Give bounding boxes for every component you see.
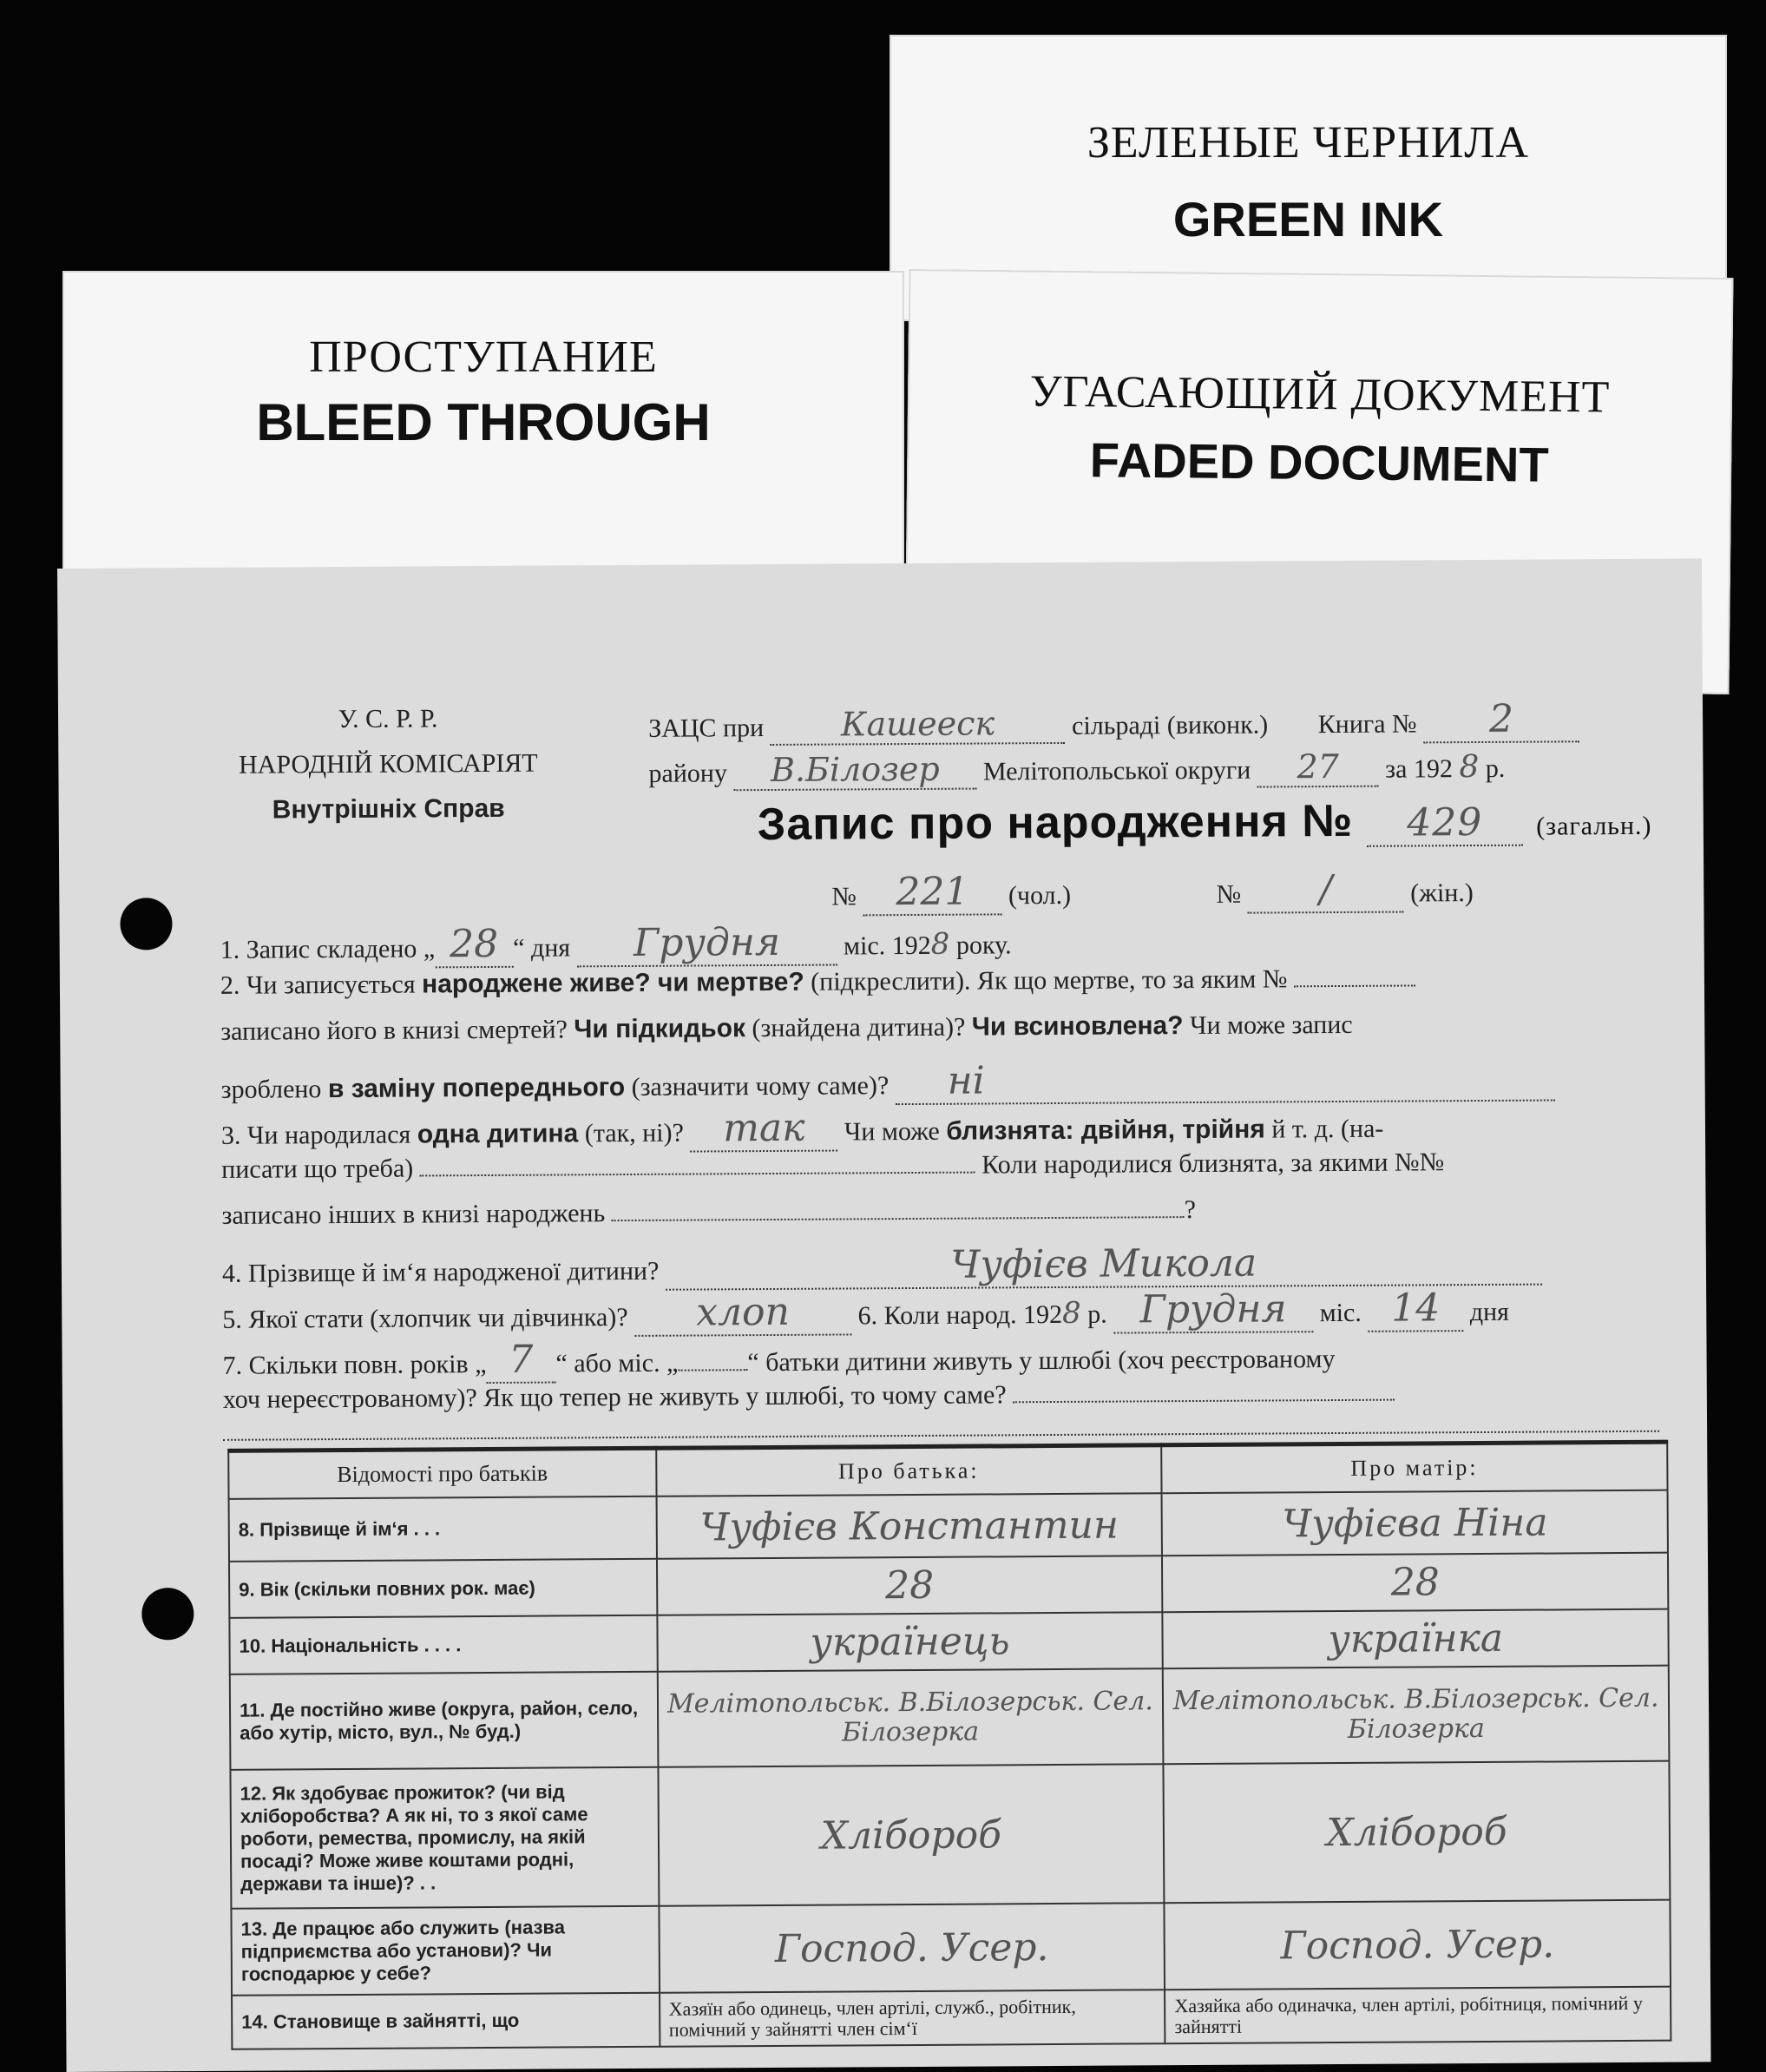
record-subnumbers bbox=[831, 866, 1474, 917]
l1-year: 8 bbox=[930, 926, 950, 962]
l3-e: близнята: двійня, трійня bbox=[946, 1115, 1265, 1146]
marriage-years: 7 bbox=[486, 1338, 555, 1384]
chol-number: 221 bbox=[863, 869, 1001, 916]
birth-day: 14 bbox=[1368, 1286, 1463, 1332]
mother-value: Хлібороб bbox=[1164, 1761, 1671, 1904]
line-2b bbox=[220, 1010, 1353, 1047]
line-3b bbox=[221, 1148, 1444, 1185]
l7-c: “ батьки дитини живуть у шлюбі (хоч реєстрованому bbox=[747, 1345, 1336, 1378]
bleed-through-ru: ПРОСТУПАНИЕ bbox=[309, 332, 658, 382]
faded-document-ru: УГАСАЮЩИЙ ДОКУМЕНТ bbox=[1029, 366, 1611, 423]
faded-document-en: FADED DOCUMENT bbox=[1089, 432, 1549, 492]
mother-value: Господ. Усер. bbox=[1165, 1900, 1671, 1990]
l5-e: дня bbox=[1469, 1297, 1510, 1327]
zags-handwritten: Кашееск bbox=[770, 704, 1065, 746]
l2-dots bbox=[1294, 984, 1415, 987]
row-label: 9. Вік (скільки повних рок. має) bbox=[229, 1559, 657, 1618]
l2-f: (знайдена дитина)? bbox=[752, 1012, 966, 1043]
l2-j: в заміну попереднього bbox=[327, 1073, 626, 1104]
green-ink-ru: ЗЕЛЕНЫЕ ЧЕРНИЛА bbox=[1087, 118, 1530, 168]
l3-g: писати що треба) bbox=[221, 1154, 414, 1184]
l1-c: міс. 192 bbox=[844, 931, 931, 961]
line-1 bbox=[220, 918, 1012, 970]
l5-b: 6. Коли народ. 192 bbox=[857, 1299, 1063, 1331]
l3-i: записано інших в книзі народжень bbox=[221, 1199, 606, 1230]
l2-k: (зазначити чому саме)? bbox=[631, 1071, 890, 1102]
record-number: 429 bbox=[1367, 800, 1523, 847]
l7-b: “ або міс. „ bbox=[555, 1348, 679, 1378]
org-line-1: У. С. Р. Р. bbox=[338, 704, 438, 734]
l2-answer: ні bbox=[896, 1055, 1555, 1105]
line-2 bbox=[220, 964, 1415, 1000]
l3-b: одна дитина bbox=[417, 1119, 579, 1149]
l5-d: міс. bbox=[1319, 1298, 1362, 1328]
l1-b: “ дня bbox=[513, 933, 571, 963]
bleed-through-en: BLEED THROUGH bbox=[256, 393, 711, 451]
zhin-label: (жін.) bbox=[1410, 878, 1474, 908]
l2-d: записано його в книзі смертей? bbox=[220, 1015, 568, 1046]
child-name: Чуфієв Микола bbox=[666, 1240, 1542, 1291]
l1-day: 28 bbox=[435, 922, 513, 969]
zhin-number: / bbox=[1248, 867, 1404, 914]
col-header-mother: Про матір: bbox=[1161, 1442, 1667, 1493]
l2-i: зроблено bbox=[220, 1075, 322, 1104]
row-label: 8. Прізвище й ім‘я . . . bbox=[229, 1496, 657, 1562]
l3-f: й т. д. (на- bbox=[1271, 1114, 1384, 1144]
l2-c: (підкреслити). Як що мертве, то за яким № bbox=[811, 964, 1288, 997]
father-value: 28 bbox=[657, 1556, 1163, 1615]
father-value: Господ. Усер. bbox=[659, 1903, 1165, 1993]
issuing-authority bbox=[206, 695, 571, 833]
row-label: 14. Становище в зайнятті, що bbox=[232, 1993, 660, 2049]
l5-a: 5. Якої стати (хлопчик чи дівчинка)? bbox=[222, 1302, 628, 1334]
za-label: за 192 bbox=[1385, 754, 1454, 784]
raion-prefix: району bbox=[648, 759, 727, 788]
col-header-info: Відомості про батьків bbox=[228, 1448, 656, 1499]
l7-d: хоч нереєстрованому)? Як що тепер не живуть у шлюбі, то чому саме? bbox=[222, 1380, 1007, 1414]
l1-a: 1. Запис складено „ bbox=[220, 934, 436, 964]
l7-dots-2 bbox=[223, 1431, 1659, 1441]
mother-value: Мелітопольськ. В.Білозерськ. Сел. Білозерка bbox=[1163, 1666, 1669, 1765]
l1-month: Грудня bbox=[576, 920, 837, 968]
l3-dots-2 bbox=[612, 1216, 1185, 1221]
green-ink-en: GREEN INK bbox=[1172, 192, 1444, 247]
okruga-label: Мелітопольської округи bbox=[982, 755, 1251, 786]
table-row bbox=[231, 1900, 1671, 1996]
line-3c bbox=[221, 1195, 1196, 1231]
table-row bbox=[229, 1609, 1668, 1674]
l2-g: Чи всиновлена? bbox=[971, 1011, 1184, 1042]
table-row bbox=[230, 1666, 1670, 1770]
father-value: Чуфієв Константин bbox=[656, 1493, 1162, 1559]
record-title bbox=[758, 793, 1652, 851]
row-label: 11. Де постійно живе (округа, район, село, або хутір, місто, вул., № буд.) bbox=[230, 1672, 658, 1770]
l3-d: Чи може bbox=[844, 1116, 940, 1147]
marriage-months bbox=[678, 1369, 747, 1371]
org-line-2: НАРОДНІЙ КОМІСАРІЯТ bbox=[238, 748, 538, 779]
year-handwritten: 27 bbox=[1257, 747, 1379, 788]
row-label: 13. Де працює або служить (назва підприємства або установи)? Чи господарює у себе? bbox=[231, 1906, 659, 1996]
raion-line bbox=[648, 747, 1505, 792]
no-label-1: № bbox=[831, 882, 857, 911]
table-header-row bbox=[228, 1442, 1667, 1499]
l5-year: 8 bbox=[1061, 1295, 1081, 1331]
year-digit: 8 bbox=[1459, 748, 1480, 786]
line-5 bbox=[222, 1286, 1509, 1339]
l7-a: 7. Скільки повн. років „ bbox=[222, 1349, 487, 1380]
zagaln-label: (загальн.) bbox=[1536, 811, 1652, 841]
l2-a: 2. Чи записується bbox=[220, 970, 416, 1000]
line-4 bbox=[222, 1240, 1542, 1293]
record-title-text: Запис про народження № bbox=[757, 795, 1354, 851]
father-value: Мелітопольськ. В.Білозерськ. Сел. Білозерка bbox=[657, 1668, 1163, 1767]
l3-j: ? bbox=[1184, 1194, 1197, 1225]
line-7 bbox=[222, 1332, 1335, 1385]
l2-e: Чи підкидьок bbox=[574, 1014, 746, 1044]
parents-info-table bbox=[227, 1440, 1671, 2050]
father-value: Хлібороб bbox=[658, 1764, 1165, 1906]
col-header-father: Про батька: bbox=[656, 1445, 1162, 1496]
line-3 bbox=[221, 1102, 1384, 1155]
row-label: 10. Національність . . . . bbox=[229, 1615, 657, 1674]
line-7b bbox=[223, 1378, 1395, 1415]
l4-a: 4. Прізвище й ім‘я народженої дитини? bbox=[221, 1256, 660, 1288]
father-value: українець bbox=[657, 1612, 1163, 1672]
l3-h: Коли народилися близнята, за якими №№ bbox=[981, 1148, 1445, 1180]
child-sex: хлоп bbox=[634, 1289, 851, 1337]
table-row bbox=[232, 1987, 1671, 2049]
l1-d: року. bbox=[955, 931, 1012, 960]
book-label: Книга № bbox=[1317, 709, 1417, 740]
zags-line bbox=[648, 696, 1579, 748]
mother-value: 28 bbox=[1162, 1553, 1668, 1613]
l7-dots bbox=[1013, 1399, 1395, 1404]
chol-label: (чол.) bbox=[1008, 880, 1072, 911]
l3-a: 3. Чи народилася bbox=[220, 1120, 411, 1150]
table-row bbox=[230, 1761, 1670, 1909]
no-label-2: № bbox=[1216, 879, 1242, 909]
l3-answer: так bbox=[690, 1106, 837, 1153]
l2-h: Чи може запис bbox=[1189, 1010, 1353, 1041]
birth-month: Грудня bbox=[1113, 1286, 1313, 1333]
l3-c: (так, ні)? bbox=[584, 1118, 684, 1148]
mother-value: українка bbox=[1163, 1609, 1669, 1669]
mother-value: Хазяйка або одиначка, член артілі, робітниця, помічний у зайнятті bbox=[1165, 1987, 1671, 2044]
row-label: 12. Як здобуває прожиток? (чи від хліборобства? А як ні, то з якої саме роботи, ремества, промислу, на якій посаді? Може живе коштами родні, держави та інше)? . . bbox=[230, 1767, 659, 1909]
punch-hole-bottom bbox=[141, 1588, 194, 1640]
table-row bbox=[229, 1553, 1668, 1618]
line-2c bbox=[220, 1055, 1554, 1108]
punch-hole-top bbox=[120, 898, 172, 950]
mother-value: Чуфієва Ніна bbox=[1162, 1490, 1668, 1556]
zags-suffix: сільраді (виконк.) bbox=[1072, 710, 1269, 740]
father-value: Хазяїн або одинець, член артілі, служб., робітник, помічний у зайнятті член сім‘ї bbox=[660, 1990, 1165, 2047]
l3-dots-1 bbox=[420, 1172, 975, 1177]
org-line-3: Внутрішніх Справ bbox=[272, 793, 505, 825]
table-row bbox=[229, 1490, 1668, 1562]
l5-c: р. bbox=[1087, 1299, 1107, 1329]
raion-handwritten: В.Білозер bbox=[733, 750, 976, 792]
r-label: р. bbox=[1485, 753, 1506, 783]
birth-record-document bbox=[57, 558, 1711, 2072]
book-number: 2 bbox=[1423, 696, 1579, 743]
zags-prefix: ЗАЦС при bbox=[648, 714, 765, 743]
l2-b: народжене живе? чи мертве? bbox=[421, 967, 804, 999]
